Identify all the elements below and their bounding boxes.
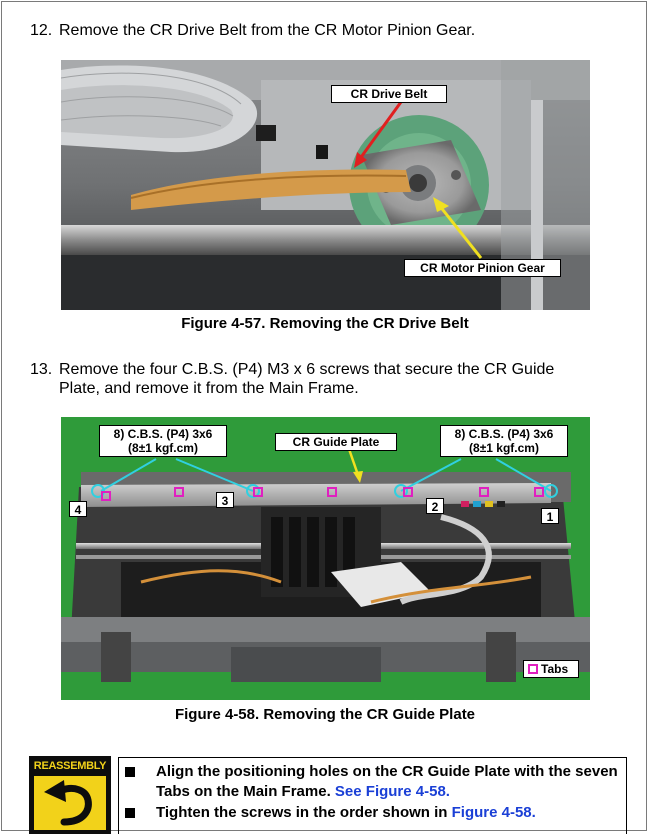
step-12 bbox=[30, 21, 610, 40]
reassembly-label: REASSEMBLY bbox=[33, 760, 107, 772]
reassembly-icon-bg bbox=[34, 776, 106, 830]
callout-cr-guide-plate: CR Guide Plate bbox=[275, 433, 397, 451]
step-number: 13. bbox=[30, 361, 53, 378]
tab-marker bbox=[479, 487, 489, 497]
callout-cr-motor-pinion-gear: CR Motor Pinion Gear bbox=[404, 259, 561, 277]
figure-4-58-photo bbox=[61, 417, 590, 700]
tab-marker bbox=[174, 487, 184, 497]
tab-marker bbox=[534, 487, 544, 497]
tab-marker bbox=[253, 487, 263, 497]
step-text-line1: Remove the four C.B.S. (P4) M3 x 6 screws that secure the CR Guide bbox=[59, 361, 555, 378]
tab-marker bbox=[327, 487, 337, 497]
undo-arrow-icon bbox=[34, 776, 106, 830]
screw-ring bbox=[544, 484, 558, 498]
tabs-legend: Tabs bbox=[523, 660, 579, 678]
step-text: Remove the CR Drive Belt from the CR Motor Pinion Gear. bbox=[59, 22, 476, 39]
cr-guide-plate-photo bbox=[61, 417, 590, 700]
figure-4-57-photo bbox=[61, 60, 590, 310]
bullet-icon bbox=[125, 767, 135, 777]
screw-order-1: 1 bbox=[541, 508, 559, 524]
reassembly-notes: Align the positioning holes on the CR Guide Plate with the seven Tabs on the Main Frame. See Figure 4-58. Tighten the screws in the order shown in Figure 4-58. bbox=[118, 757, 627, 834]
reassembly-badge bbox=[29, 756, 111, 834]
step-13 bbox=[30, 360, 610, 398]
figure-link[interactable]: Figure 4-58. bbox=[451, 804, 536, 821]
callout-screws-right: 8) C.B.S. (P4) 3x6 (8±1 kgf.cm) bbox=[440, 425, 568, 457]
tab-marker-legend-icon bbox=[528, 664, 538, 674]
see-figure-link[interactable]: See Figure 4-58. bbox=[334, 783, 450, 800]
callout-cr-drive-belt: CR Drive Belt bbox=[331, 85, 447, 103]
step-number: 12. bbox=[30, 22, 53, 39]
screw-order-3: 3 bbox=[216, 492, 234, 508]
figure-4-58-caption: Figure 4-58. Removing the CR Guide Plate bbox=[174, 706, 476, 723]
tab-marker bbox=[101, 491, 111, 501]
step-text-line2: Plate, and remove it from the Main Frame. bbox=[59, 380, 359, 397]
tab-marker bbox=[403, 487, 413, 497]
callout-screws-left: 8) C.B.S. (P4) 3x6 (8±1 kgf.cm) bbox=[99, 425, 227, 457]
bullet-icon bbox=[125, 808, 135, 818]
figure-4-57-caption: Figure 4-57. Removing the CR Drive Belt bbox=[181, 315, 469, 332]
screw-order-2: 2 bbox=[426, 498, 444, 514]
screw-order-4: 4 bbox=[69, 501, 87, 517]
